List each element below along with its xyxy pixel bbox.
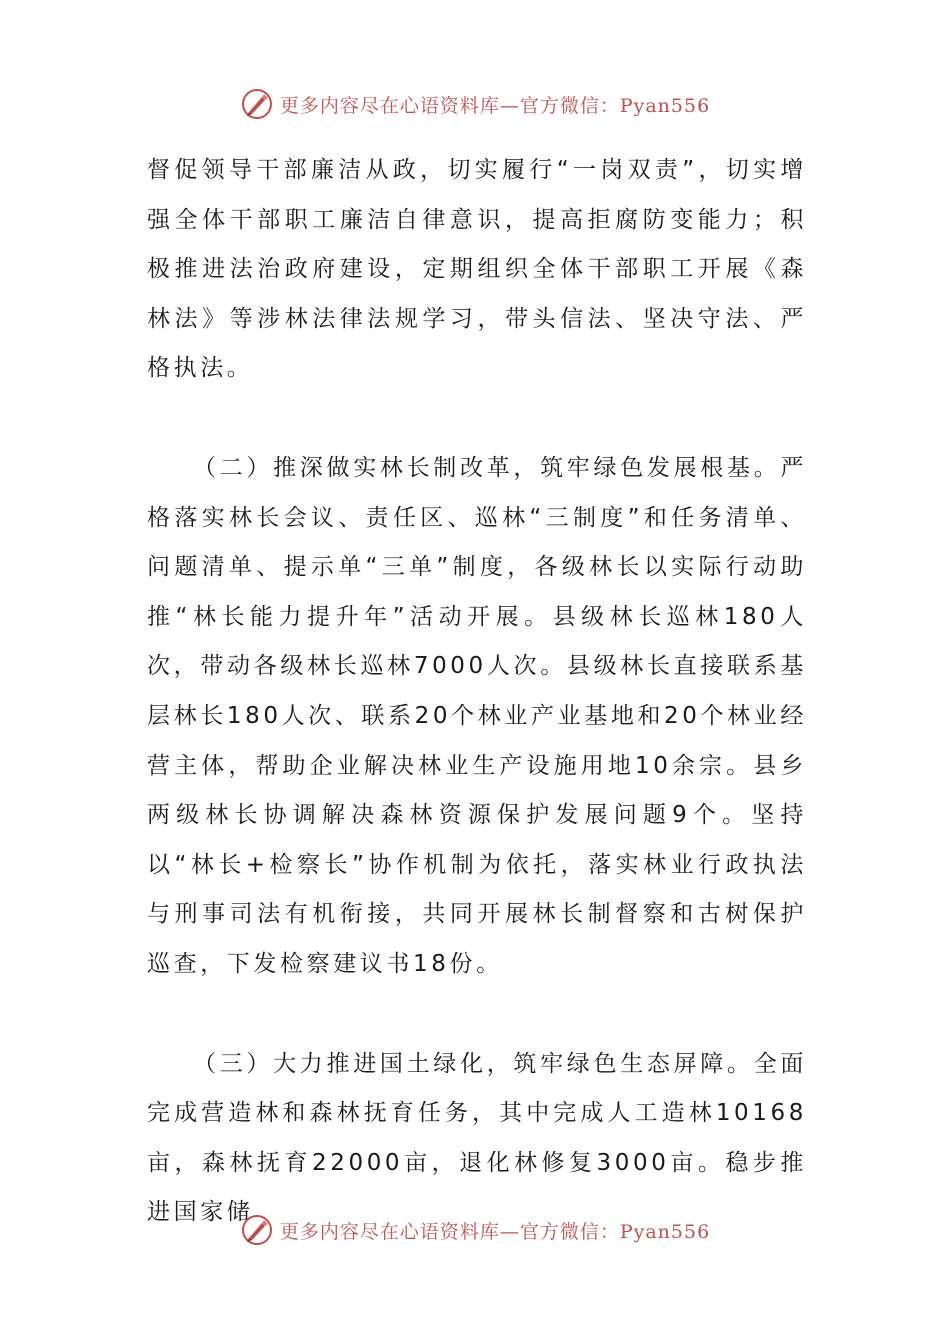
header-banner — [0, 84, 950, 124]
paragraph-gap — [147, 990, 807, 1040]
footer-banner — [0, 1210, 950, 1250]
document-body — [147, 146, 807, 1238]
paragraph-section-3: （三）大力推进国土绿化，筑牢绿色生态屏障。全面完成营造林和森林抚育任务，其中完成人工造林10168亩，森林抚育22000亩，退化林修复3000亩。稳步推进国家储 — [147, 1050, 807, 1226]
paragraph-section-2: （二）推深做实林长制改革，筑牢绿色发展根基。严格落实林长会议、责任区、巡林“三制度”和任务清单、问题清单、提示单“三单”制度，各级林长以实际行动助推“林长能力提升年”活动开展。县级林长巡林180人次，带动各级林长巡林7000人次。县级林长直接联系基层林长180人次、联系20个林业产业基地和20个林业经营主体，帮助企业解决林业生产设施用地10余宗。县乡两级林长协调解决森林资源保护发展问题9个。坚持以“林长+检察长”协作机制为依托，落实林业行政执法与刑事司法有机衔接，共同开展林长制督察和古树保护巡查，下发检察建议书18份。 — [147, 454, 807, 977]
banner-text: 更多内容尽在心语资料库—官方微信：Pyan556 — [279, 1220, 711, 1243]
paragraph-gap — [147, 394, 807, 444]
paragraph-continuation: 督促领导干部廉洁从政，切实履行“一岗双责”，切实增强全体干部职工廉洁自律意识，提高拒腐防变能力；积极推进法治政府建设，定期组织全体干部职工开展《森林法》等涉林法律法规学习，带头信法、坚决守法、严格执法。 — [147, 157, 807, 382]
pen-logo-icon — [240, 1213, 274, 1247]
banner-text: 更多内容尽在心语资料库—官方微信：Pyan556 — [279, 94, 711, 117]
pen-logo-icon — [240, 87, 274, 121]
